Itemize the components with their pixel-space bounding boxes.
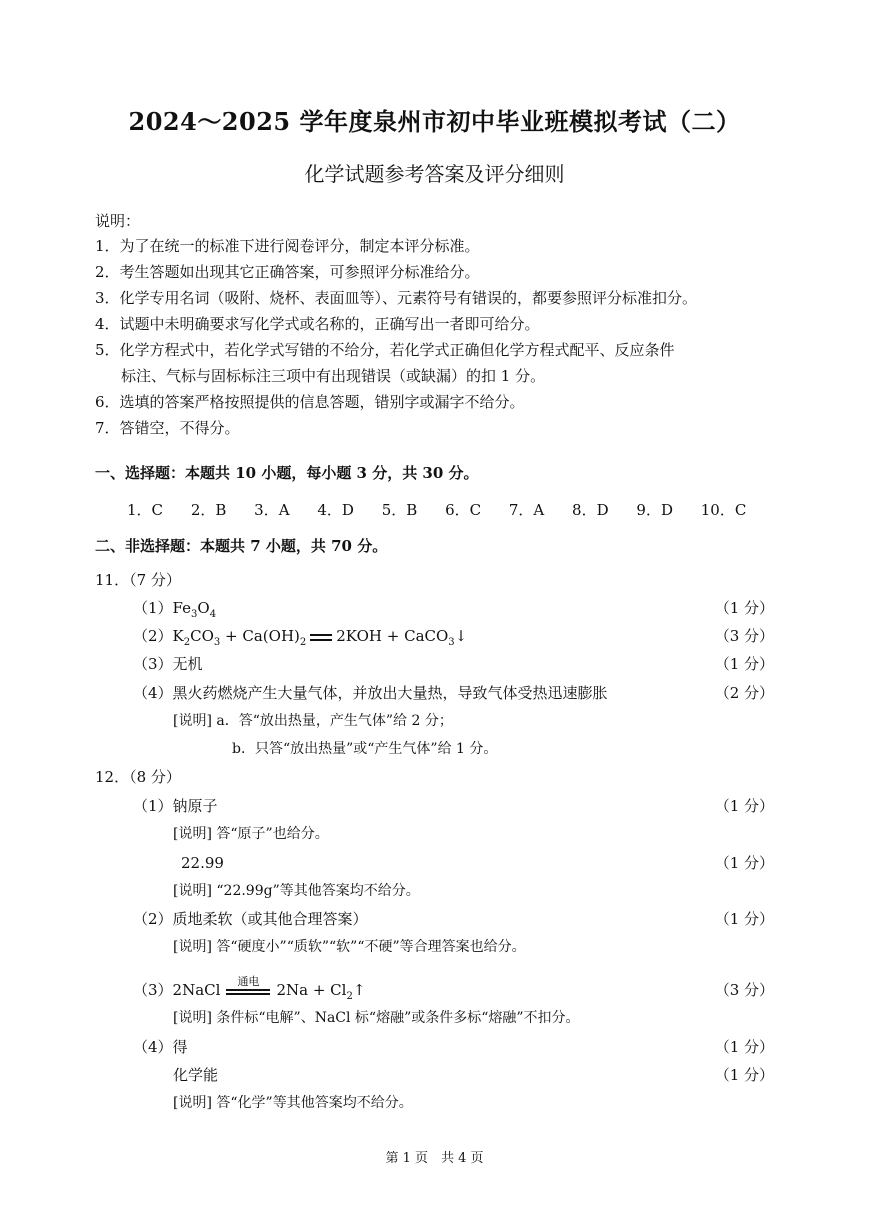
score: （1 分） <box>714 797 774 815</box>
q11-answer-1: $(1)Fe_3O_4$ <box>133 599 217 620</box>
section-multiple-choice: 一、选择题：本题共 10 小题，每小题 3 分，共 30 分。 <box>95 464 479 482</box>
mc-answer: 3．A <box>254 501 290 519</box>
q12-answer-4b: 化学能 <box>173 1066 219 1084</box>
score: （3 分） <box>714 627 774 645</box>
q12-answer-2: （2）质地柔软（或其他合理答案） <box>133 910 368 928</box>
rule-item: 2．考生答题如出现其它正确答案，可参照评分标准给分。 <box>95 263 480 281</box>
q12-note-4: [说明] 答“化学”等其他答案均不给分。 <box>173 1095 413 1111</box>
q11-answer-4: （4）黑火药燃烧产生大量气体，并放出大量热，导致气体受热迅速膨胀 <box>133 684 608 702</box>
page-footer: 第 1 页 共 4 页 <box>385 1151 484 1166</box>
mc-answer: 9．D <box>636 501 673 519</box>
q12-note-2: [说明] 答“硬度小”“质软”“软”“不硬”等合理答案也给分。 <box>173 939 526 955</box>
rule-item: 3．化学专用名词（吸附、烧杯、表面皿等）、元素符号有错误的，都要参照评分标准扣分。 <box>95 289 698 307</box>
q12-answer-4: （4）得 <box>133 1038 188 1056</box>
q12-header: 12．（8 分） <box>95 768 181 786</box>
score: （1 分） <box>714 1066 774 1084</box>
mc-answer: 5．B <box>381 501 418 519</box>
rule-item: 1．为了在统一的标准下进行阅卷评分，制定本评分标准。 <box>95 237 480 255</box>
score: （1 分） <box>714 910 774 928</box>
rule-item: 6．选填的答案严格按照提供的信息答题，错别字或漏字不给分。 <box>95 393 525 411</box>
q12-note-1: [说明] 答“原子”也给分。 <box>173 826 329 842</box>
score: （1 分） <box>714 599 774 617</box>
mc-answer: 4．D <box>317 501 354 519</box>
score: （1 分） <box>714 655 774 673</box>
mc-answer: 8．D <box>572 501 609 519</box>
page-subtitle: 化学试题参考答案及评分细则 <box>304 162 565 186</box>
q12-note-1b: [说明] “22.99g”等其他答案均不给分。 <box>173 883 420 899</box>
rule-item: 5．化学方程式中，若化学式写错的不给分，若化学式正确但化学方程式配平、反应条件 <box>95 341 675 359</box>
q12-note-3: [说明] 条件标“电解”、NaCl 标“熔融”或条件多标“熔融”不扣分。 <box>173 1010 580 1026</box>
q12-answer-3-equation: （3）2NaCl 通电 $2Na + Cl_2↑$ <box>133 975 366 1002</box>
q11-answer-2-equation: $(2)K_2CO_3 + Ca(OH)_2$ 2KOH + CaCO$_3$↓ <box>133 627 468 648</box>
section-non-choice: 二、非选择题：本题共 7 小题，共 70 分。 <box>95 537 388 555</box>
rule-item-continued: 标注、气标与固标标注三项中有出现错误（或缺漏）的扣 1 分。 <box>121 367 546 385</box>
q12-answer-1: （1）钠原子 <box>133 797 218 815</box>
q11-note-b: b．只答“放出热量”或“产生气体”给 1 分。 <box>232 741 498 757</box>
q11-header: 11．（7 分） <box>95 571 181 589</box>
q11-answer-3: （3）无机 <box>133 655 203 673</box>
mc-answer: 10．C <box>700 501 747 519</box>
page-title: 2024～2025 学年度泉州市初中毕业班模拟考试（二） <box>128 107 741 136</box>
mc-answer: 6．C <box>445 501 482 519</box>
equals-sign-icon <box>310 634 332 641</box>
reaction-condition-arrow-icon: 通电 <box>226 984 270 998</box>
score: （2 分） <box>714 684 774 702</box>
score: （1 分） <box>714 854 774 872</box>
score: （3 分） <box>714 981 774 999</box>
mc-answer: 2．B <box>190 501 227 519</box>
explain-header: 说明： <box>95 212 141 230</box>
mc-answer: 7．A <box>508 501 545 519</box>
score: （1 分） <box>714 1038 774 1056</box>
mc-answer-row <box>127 500 769 520</box>
q11-note-a: [说明] a．答“放出热量，产生气体”给 2 分； <box>173 713 453 729</box>
mc-answer: 1．C <box>127 501 164 519</box>
rule-item: 7．答错空，不得分。 <box>95 419 240 437</box>
q12-answer-1b: 22.99 <box>181 854 224 872</box>
rule-item: 4．试题中未明确要求写化学式或名称的，正确写出一者即可给分。 <box>95 315 540 333</box>
